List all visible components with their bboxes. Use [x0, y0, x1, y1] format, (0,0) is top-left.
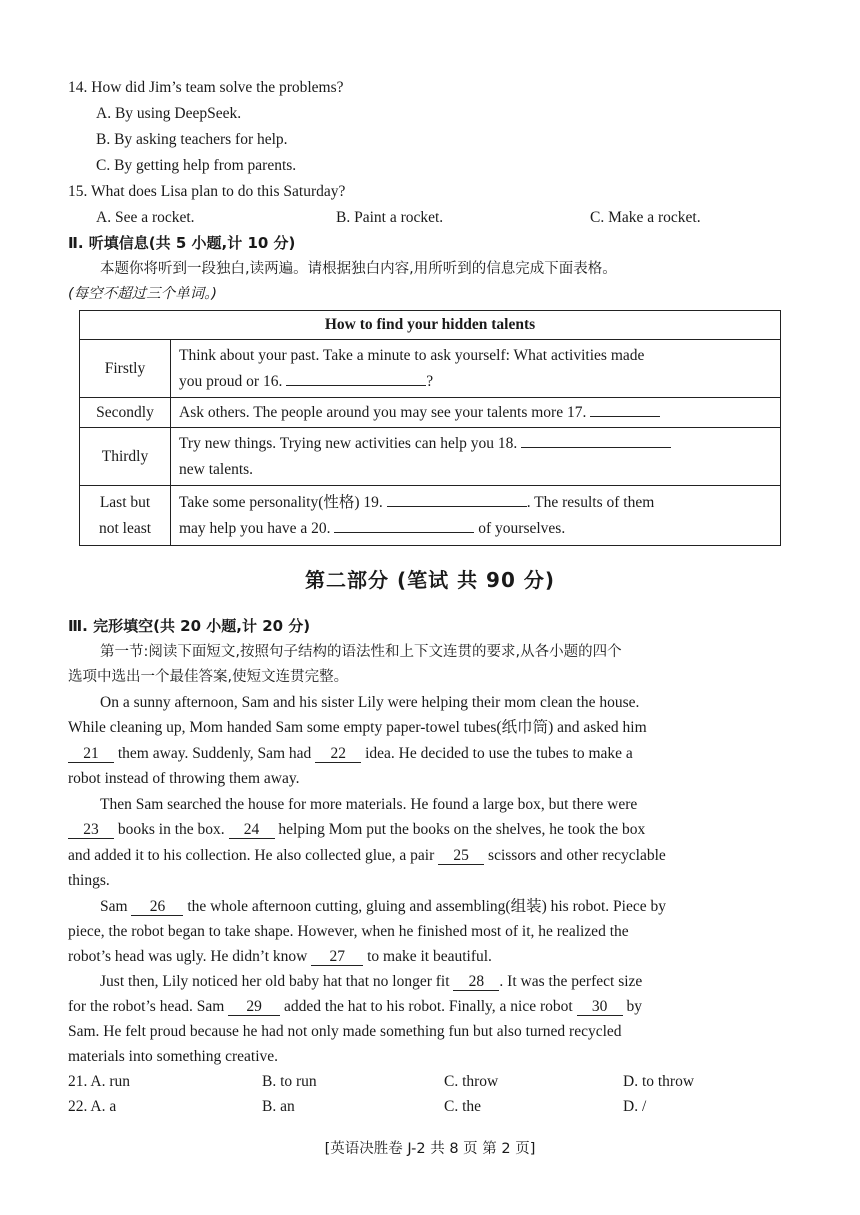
blank-23[interactable]: 23	[68, 822, 114, 839]
question-14-option-b: B. By asking teachers for help.	[96, 131, 288, 148]
row-label-last: Last but not least	[80, 486, 171, 546]
section-3-instruction-2: 选项中选出一个最佳答案,使短文连贯完整。	[68, 669, 349, 685]
question-14-stem: 14. How did Jim’s team solve the problems?	[68, 79, 344, 96]
passage-line: On a sunny afternoon, Sam and his sister Lily were helping their mom clean the house.	[100, 694, 640, 711]
question-15-stem: 15. What does Lisa plan to do this Saturday?	[68, 183, 346, 200]
blank-20[interactable]	[334, 516, 474, 533]
blank-25[interactable]: 25	[438, 848, 484, 865]
question-22-option-d[interactable]: D. /	[623, 1098, 647, 1115]
row-content-last: Take some personality(性格) 19. . The results of them may help you have a 20. of yourselves.	[171, 486, 781, 546]
passage-line: 21 them away. Suddenly, Sam had 22 idea. He decided to use the tubes to make a	[68, 746, 633, 763]
passage-line: materials into something creative.	[68, 1048, 279, 1065]
blank-29[interactable]: 29	[228, 999, 280, 1016]
section-3-instruction-1: 第一节:阅读下面短文,按照句子结构的语法性和上下文连贯的要求,从各小题的四个	[100, 644, 622, 660]
blank-28[interactable]: 28	[453, 974, 499, 991]
passage-line: 23 books in the box. 24 helping Mom put the books on the shelves, he took the box	[68, 822, 645, 839]
passage-line: and added it to his collection. He also collected glue, a pair 25 scissors and other recyclable	[68, 847, 666, 864]
table-title: How to find your hidden talents	[80, 311, 781, 340]
table-row	[80, 428, 781, 486]
passage-line: robot’s head was ugly. He didn’t know 27 to make it beautiful.	[68, 948, 492, 965]
question-21-option-c[interactable]: C. throw	[444, 1073, 499, 1090]
page-footer: [英语决胜卷 J-2 共 8 页 第 2 页]	[324, 1141, 536, 1157]
row-content-secondly: Ask others. The people around you may see your talents more 17.	[171, 398, 781, 428]
passage-line: robot instead of throwing them away.	[68, 770, 300, 787]
passage-line: Sam 26 the whole afternoon cutting, gluing and assembling(组装) his robot. Piece by	[100, 898, 666, 915]
question-15-option-b: B. Paint a rocket.	[336, 209, 444, 226]
question-22-option-b[interactable]: B. an	[262, 1098, 295, 1115]
blank-26[interactable]: 26	[131, 899, 183, 916]
blank-21[interactable]: 21	[68, 746, 114, 763]
blank-18[interactable]	[521, 431, 671, 448]
table-row	[80, 486, 781, 546]
blank-17[interactable]	[590, 400, 660, 417]
passage-line: While cleaning up, Mom handed Sam some empty paper-towel tubes(纸巾筒) and asked him	[68, 719, 647, 736]
question-14-option-c: C. By getting help from parents.	[96, 157, 297, 174]
part-2-title: 第二部分 (笔试 共 90 分)	[305, 568, 555, 592]
row-label-firstly: Firstly	[80, 340, 171, 398]
table-row	[80, 340, 781, 398]
passage-line: Then Sam searched the house for more materials. He found a large box, but there were	[100, 796, 638, 813]
section-3-title: Ⅲ. 完形填空(共 20 小题,计 20 分)	[68, 617, 311, 635]
row-label-secondly: Secondly	[80, 398, 171, 428]
blank-16[interactable]	[286, 369, 426, 386]
blank-22[interactable]: 22	[315, 746, 361, 763]
question-15-option-a: A. See a rocket.	[96, 209, 195, 226]
section-2-title: Ⅱ. 听填信息(共 5 小题,计 10 分)	[68, 234, 296, 252]
row-content-thirdly: Try new things. Trying new activities can help you 18. new talents.	[171, 428, 781, 486]
passage-line: for the robot’s head. Sam 29 added the hat to his robot. Finally, a nice robot 30 by	[68, 998, 642, 1015]
question-21-option-a[interactable]: 21. A. run	[68, 1073, 130, 1090]
passage-line: Just then, Lily noticed her old baby hat that no longer fit 28 . It was the perfect size	[100, 973, 643, 990]
question-22-option-c[interactable]: C. the	[444, 1098, 482, 1115]
row-label-thirdly: Thirdly	[80, 428, 171, 486]
question-15-option-c: C. Make a rocket.	[590, 209, 701, 226]
talents-table	[79, 310, 781, 546]
question-21-option-d[interactable]: D. to throw	[623, 1073, 695, 1090]
passage-line: Sam. He felt proud because he had not only made something fun but also turned recycled	[68, 1023, 622, 1040]
section-2-note: (每空不超过三个单词。)	[68, 286, 218, 302]
blank-24[interactable]: 24	[229, 822, 275, 839]
passage-line: things.	[68, 872, 110, 889]
question-14-option-a: A. By using DeepSeek.	[96, 105, 242, 122]
question-21-option-b[interactable]: B. to run	[262, 1073, 317, 1090]
row-content-firstly: Think about your past. Take a minute to ask yourself: What activities made you proud or 16. ?	[171, 340, 781, 398]
blank-27[interactable]: 27	[311, 949, 363, 966]
passage-line: piece, the robot began to take shape. However, when he finished most of it, he realized the	[68, 923, 629, 940]
blank-30[interactable]: 30	[577, 999, 623, 1016]
section-2-instruction: 本题你将听到一段独白,读两遍。请根据独白内容,用所听到的信息完成下面表格。	[100, 261, 617, 277]
blank-19[interactable]	[387, 490, 527, 507]
table-row	[80, 398, 781, 428]
question-22-option-a[interactable]: 22. A. a	[68, 1098, 117, 1115]
